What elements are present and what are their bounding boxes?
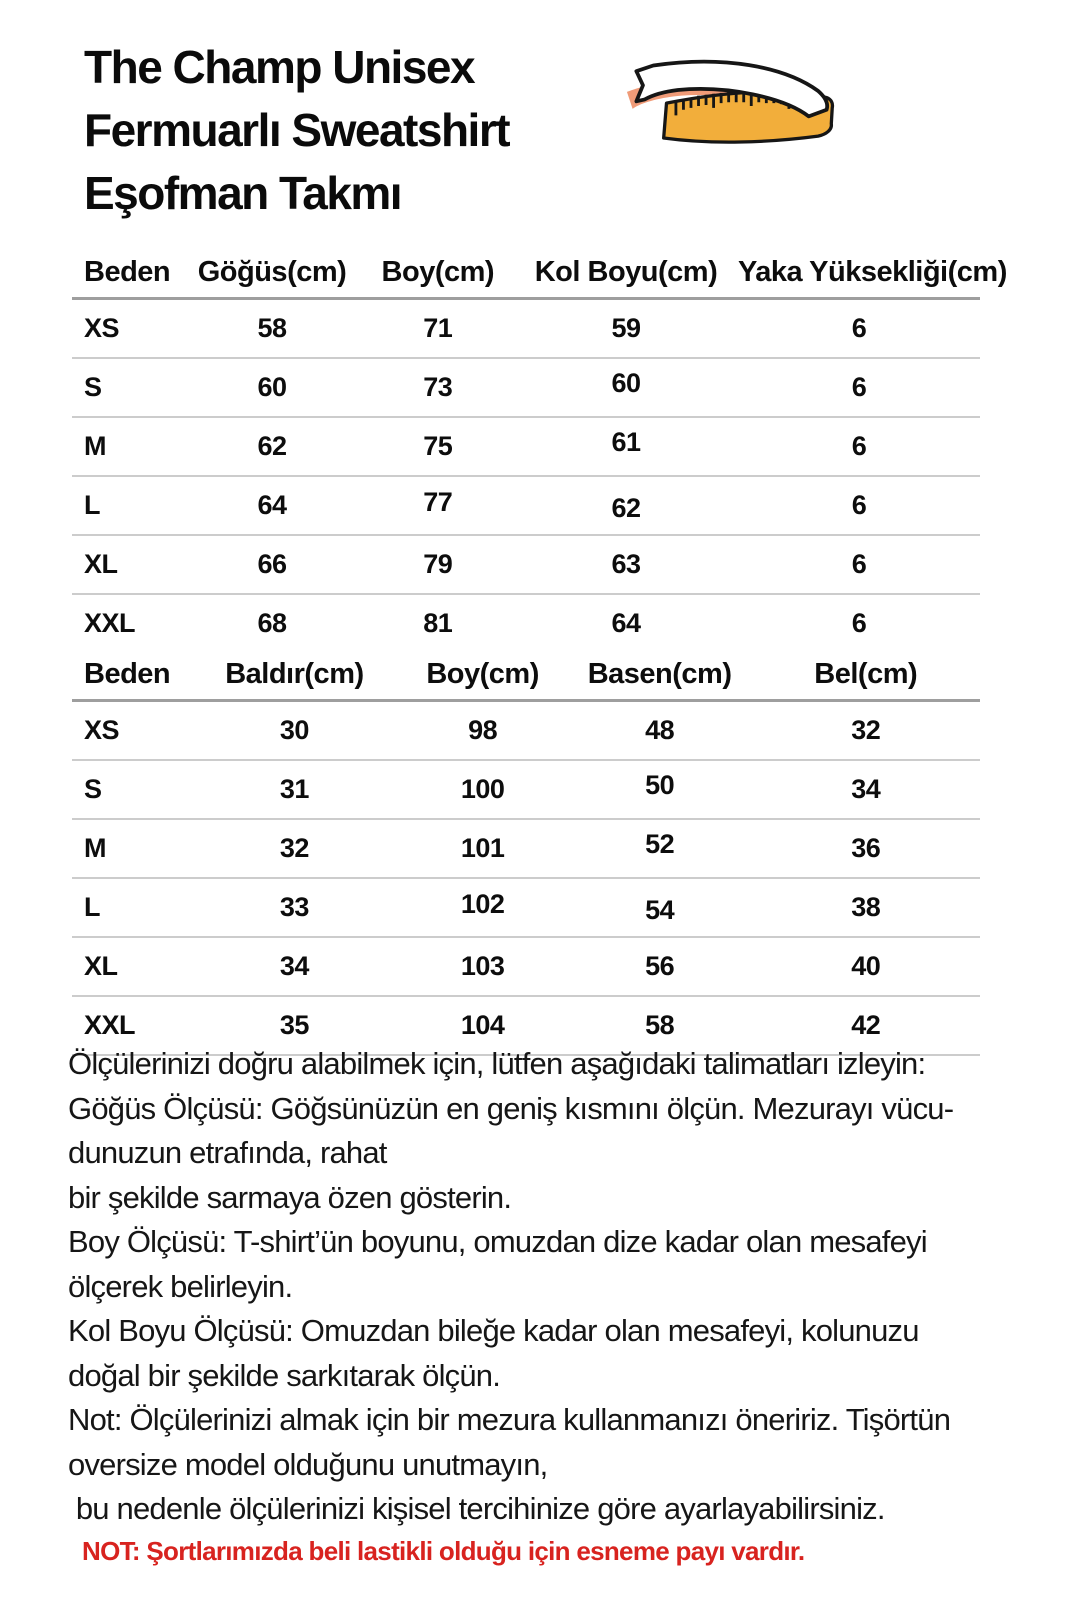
table-row xyxy=(72,937,980,996)
table-row xyxy=(72,819,980,878)
header-row xyxy=(72,250,980,299)
measurement-value: 6 xyxy=(851,608,867,638)
measurement-value: 101 xyxy=(397,819,567,878)
measurement-value: 64 xyxy=(611,608,641,638)
size-label: XS xyxy=(72,299,182,359)
size-label: S xyxy=(72,760,191,819)
measuring-tape-icon xyxy=(610,54,836,158)
measurement-value: 75 xyxy=(362,417,514,476)
measurement-value: 73 xyxy=(362,358,514,417)
column-header: Baldır(cm) xyxy=(191,642,397,701)
instruction-line: Boy Ölçüsü: T-shirt’ün boyunu, omuzdan dize kadar olan mesafeyi xyxy=(68,1224,927,1259)
stretch-note: NOT: Şortlarımızda beli lastikli olduğu için esneme payı vardır. xyxy=(82,1536,805,1566)
size-label: L xyxy=(72,476,182,535)
product-title xyxy=(84,36,509,225)
size-label: M xyxy=(72,819,191,878)
measurement-value: 63 xyxy=(514,535,738,594)
instruction-line: Göğüs Ölçüsü: Göğsünüzün en geniş kısmını ölçün. Mezurayı vücu- xyxy=(68,1090,954,1126)
product-title-line: Fermuarlı Sweatshirt xyxy=(84,104,510,156)
measurement-value: 100 xyxy=(397,760,567,819)
measurement-value: 35 xyxy=(191,996,397,1055)
measurement-value: 50 xyxy=(568,756,752,815)
measurement-value: 58 xyxy=(182,299,361,359)
measurement-value: 32 xyxy=(191,819,397,878)
measurement-value: 32 xyxy=(751,701,980,761)
instruction-line: doğal bir şekilde sarkıtarak ölçün. xyxy=(68,1357,501,1393)
measurement-instructions xyxy=(68,1042,1018,1532)
column-header: Beden xyxy=(72,250,182,299)
size-label: XXL xyxy=(72,996,191,1055)
measurement-value: 64 xyxy=(182,476,361,535)
column-header: Bel(cm) xyxy=(751,642,980,701)
measurement-value: 59 xyxy=(514,299,738,359)
measurement-value: 62 xyxy=(182,417,361,476)
column-header: Beden xyxy=(72,642,191,701)
size-label: XXL xyxy=(84,608,136,638)
measurement-value: 81 xyxy=(423,608,453,638)
column-header: Boy(cm) xyxy=(362,250,514,299)
instruction-line: Ölçülerinizi doğru alabilmek için, lütfen aşağıdaki talimatları izleyin: xyxy=(68,1046,926,1081)
measurement-value: 30 xyxy=(191,701,397,761)
measurement-value: 48 xyxy=(568,701,752,761)
measurement-value: 52 xyxy=(568,815,752,874)
column-header: Boy(cm) xyxy=(397,642,567,701)
measurement-value: 79 xyxy=(362,535,514,594)
measurement-value: 6 xyxy=(738,299,980,359)
instruction-line: ölçerek belirleyin. xyxy=(68,1268,293,1304)
table-row xyxy=(72,299,980,359)
product-title-line: The Champ Unisex xyxy=(84,41,475,93)
product-title-line: Eşofman Takmı xyxy=(84,167,402,219)
measurement-value: 36 xyxy=(751,819,980,878)
column-header: Yaka Yüksekliği(cm) xyxy=(738,250,980,299)
size-label: M xyxy=(72,417,182,476)
instruction-line: bir şekilde sarmaya özen gösterin. xyxy=(68,1179,512,1215)
header-row xyxy=(72,642,980,701)
measurement-value: 68 xyxy=(257,608,287,638)
table-row xyxy=(72,760,980,819)
measurement-value: 62 xyxy=(514,479,738,538)
instruction-line: bu nedenle ölçülerinizi kişisel tercihinize göre ayarlayabilirsiniz. xyxy=(68,1491,885,1526)
measurement-value: 31 xyxy=(191,760,397,819)
measurement-value: 40 xyxy=(751,937,980,996)
measurement-value: 98 xyxy=(397,701,567,761)
size-table-pants xyxy=(72,642,980,1056)
column-header: Göğüs(cm) xyxy=(182,250,361,299)
size-label: S xyxy=(72,358,182,417)
measurement-value: 103 xyxy=(397,937,567,996)
measurement-value: 77 xyxy=(362,473,514,532)
column-header: Kol Boyu(cm) xyxy=(514,250,738,299)
measurement-value: 6 xyxy=(738,476,980,535)
instruction-line: Not: Ölçülerinizi almak için bir mezura kullanmanızı öneririz. Tişörtün xyxy=(68,1402,951,1437)
measurement-value: 33 xyxy=(191,878,397,937)
table-row xyxy=(72,535,980,594)
measurement-value: 6 xyxy=(738,417,980,476)
instruction-line: dunuzun etrafında, rahat xyxy=(68,1135,387,1170)
table-row xyxy=(72,878,980,937)
measurement-value: 34 xyxy=(751,760,980,819)
measurement-value: 34 xyxy=(191,937,397,996)
measurement-value: 6 xyxy=(738,535,980,594)
size-table-sweatshirt xyxy=(72,250,1007,652)
measurement-value: 102 xyxy=(397,875,567,934)
measurement-value: 58 xyxy=(568,996,752,1055)
measurement-value: 6 xyxy=(738,358,980,417)
measurement-value: 60 xyxy=(182,358,361,417)
table-row xyxy=(72,701,980,761)
measurement-value: 56 xyxy=(568,937,752,996)
table-row xyxy=(72,476,980,535)
measurement-value: 61 xyxy=(514,413,738,472)
column-header: Basen(cm) xyxy=(568,642,752,701)
size-label: XL xyxy=(72,937,191,996)
size-label: XS xyxy=(72,701,191,761)
measurement-value: 38 xyxy=(751,878,980,937)
measurement-value: 66 xyxy=(182,535,361,594)
instruction-line: Kol Boyu Ölçüsü: Omuzdan bileğe kadar olan mesafeyi, kolunuzu xyxy=(68,1313,919,1348)
size-label: XL xyxy=(72,535,182,594)
measurement-value: 42 xyxy=(751,996,980,1055)
measurement-value: 71 xyxy=(362,299,514,359)
table-row xyxy=(72,417,980,476)
size-label: L xyxy=(72,878,191,937)
measurement-value: 54 xyxy=(568,881,752,940)
measurement-value: 60 xyxy=(514,354,738,413)
measurement-value: 104 xyxy=(397,996,567,1055)
instruction-line: oversize model olduğunu unutmayın, xyxy=(68,1446,548,1482)
table-row xyxy=(72,358,980,417)
